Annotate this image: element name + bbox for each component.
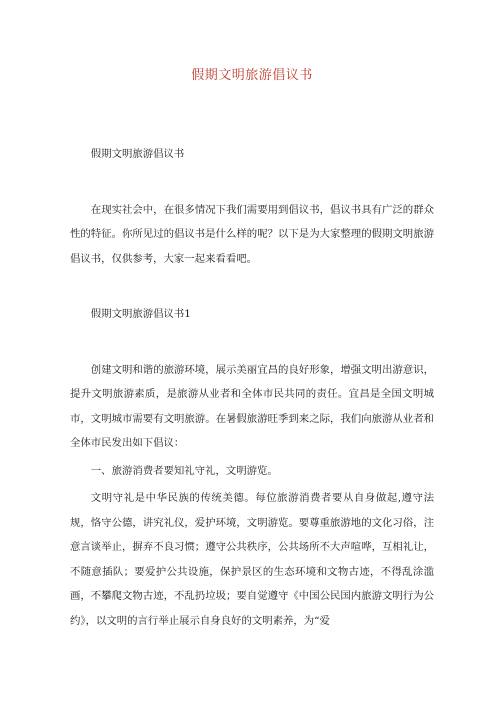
item-heading: 一、旅游消费者要知礼守礼，文明游览。 [90, 464, 278, 477]
document-title: 假期文明旅游倡议书 [191, 68, 313, 83]
document-subtitle: 假期文明旅游倡议书 [90, 148, 185, 160]
item-paragraph: 文明守礼是中华民族的传统美德。每位旅游消费者要从自身做起,遵守法规，恪守公德，讲究礼仪，爱护环境，文明游览。要尊重旅游地的文化习俗，注意言谈举止，摒弃不良习惯；遵守公共秩序，公共场所不大声喧哗，互相礼让，不随意插队；要爱护公共设施，保护景区的生态环境和文物古迹，不得乱涂滥画，不攀爬文物古迹，不乱扔垃圾；要自觉遵守《中国公民国内旅游文明行为公约》，以文明的言行举止展示自身良好的文明素养，为“爱 [70, 492, 434, 627]
section-paragraph: 创建文明和谐的旅游环境，展示美丽宜昌的良好形象，增强文明出游意识，提升文明旅游素质，是旅游从业者和全体市民共同的责任。宜昌是全国文明城市，文明城市需要有文明旅游。在暑假旅游旺季到来之际，我们向旅游从业者和全体市民发出如下倡议： [70, 363, 434, 449]
intro-paragraph: 在现实社会中，在很多情况下我们需要用到倡议书，倡议书具有广泛的群众性的特征。你所见过的倡议书是什么样的呢？以下是为大家整理的假期文明旅游倡议书，仅供参考，大家一起来看看吧。 [70, 203, 434, 265]
section-heading: 假期文明旅游倡议书1 [90, 308, 191, 320]
